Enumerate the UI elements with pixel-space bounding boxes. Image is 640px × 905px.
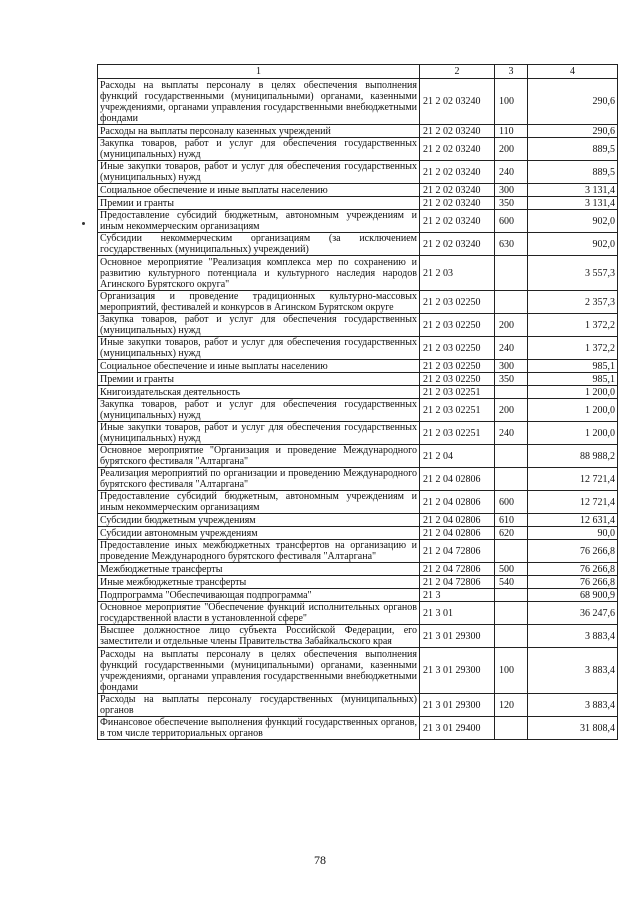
- row-code: 21 3 01 29400: [420, 717, 495, 740]
- row-kvr: 630: [495, 233, 528, 256]
- row-name: Подпрограмма "Обеспечивающая подпрограмма": [98, 589, 420, 602]
- table-row: [98, 233, 618, 256]
- budget-table-page: [97, 64, 617, 740]
- row-kvr: 600: [495, 491, 528, 514]
- table-row: [98, 527, 618, 540]
- row-kvr: 300: [495, 360, 528, 373]
- row-name: Иные закупки товаров, работ и услуг для обеспечения государственных (муниципальных) нужд: [98, 161, 420, 184]
- row-name: Основное мероприятие "Организация и проведение Международного бурятского фестиваля "Алтаргана": [98, 445, 420, 468]
- row-name: Предоставление субсидий бюджетным, автономным учреждениям и иным некоммерческим организациям: [98, 491, 420, 514]
- row-code: 21 2 02 03240: [420, 138, 495, 161]
- row-kvr: 240: [495, 161, 528, 184]
- table-row: [98, 576, 618, 589]
- row-name: Организация и проведение традиционных культурно-массовых мероприятий, фестивалей и конкурсов в Агинском Бурятском округе: [98, 291, 420, 314]
- row-kvr: [495, 386, 528, 399]
- row-amount: 985,1: [528, 373, 618, 386]
- row-amount: 889,5: [528, 138, 618, 161]
- row-name: Реализация мероприятий по организации и проведению Международного бурятского фестиваля "Алтаргана": [98, 468, 420, 491]
- row-kvr: 100: [495, 648, 528, 694]
- row-kvr: [495, 256, 528, 291]
- row-kvr: 110: [495, 125, 528, 138]
- table-row: [98, 445, 618, 468]
- row-name: Субсидии бюджетным учреждениям: [98, 514, 420, 527]
- row-kvr: 240: [495, 422, 528, 445]
- row-amount: 1 372,2: [528, 314, 618, 337]
- row-amount: 76 266,8: [528, 540, 618, 563]
- row-amount: 12 721,4: [528, 468, 618, 491]
- row-name: Высшее должностное лицо субъекта Российской Федерации, его заместители и отдельные члены Правительства Забайкальского края: [98, 625, 420, 648]
- table-row: [98, 625, 618, 648]
- row-name: Субсидии автономным учреждениям: [98, 527, 420, 540]
- row-code: 21 2 03 02250: [420, 360, 495, 373]
- row-amount: 88 988,2: [528, 445, 618, 468]
- header-col-amount: 4: [528, 65, 618, 79]
- scan-mark: [82, 222, 85, 225]
- row-code: 21 3 01: [420, 602, 495, 625]
- row-name: Иные межбюджетные трансферты: [98, 576, 420, 589]
- row-amount: 36 247,6: [528, 602, 618, 625]
- row-amount: 3 131,4: [528, 184, 618, 197]
- row-kvr: 350: [495, 373, 528, 386]
- row-name: Финансовое обеспечение выполнения функций государственных органов, в том числе территориальных органов: [98, 717, 420, 740]
- table-row: [98, 468, 618, 491]
- row-name: Расходы на выплаты персоналу государственных (муниципальных) органов: [98, 694, 420, 717]
- row-code: 21 2 04 02806: [420, 514, 495, 527]
- header-col-kvr: 3: [495, 65, 528, 79]
- row-kvr: 500: [495, 563, 528, 576]
- row-kvr: [495, 625, 528, 648]
- row-code: 21 3 01 29300: [420, 648, 495, 694]
- page-number: 78: [314, 853, 326, 867]
- row-code: 21 2 04 02806: [420, 468, 495, 491]
- row-code: 21 2 03 02250: [420, 373, 495, 386]
- row-code: 21 2 03 02250: [420, 314, 495, 337]
- row-name: Закупка товаров, работ и услуг для обеспечения государственных (муниципальных) нужд: [98, 399, 420, 422]
- table-row: [98, 210, 618, 233]
- row-amount: 3 883,4: [528, 694, 618, 717]
- row-kvr: [495, 291, 528, 314]
- row-kvr: [495, 589, 528, 602]
- row-code: 21 2 02 03240: [420, 125, 495, 138]
- row-name: Закупка товаров, работ и услуг для обеспечения государственных (муниципальных) нужд: [98, 138, 420, 161]
- row-code: 21 2 03 02250: [420, 337, 495, 360]
- row-name: Социальное обеспечение и иные выплаты населению: [98, 184, 420, 197]
- table-row: [98, 694, 618, 717]
- row-name: Расходы на выплаты персоналу в целях обеспечения выполнения функций государственными (муниципальными) органами, казенными учреждениями, органами управления государственными внебюджетными фондами: [98, 79, 420, 125]
- row-kvr: [495, 540, 528, 563]
- table-row: [98, 399, 618, 422]
- row-name: Иные закупки товаров, работ и услуг для обеспечения государственных (муниципальных) нужд: [98, 422, 420, 445]
- table-row: [98, 373, 618, 386]
- row-code: 21 2 04 72806: [420, 576, 495, 589]
- row-kvr: 350: [495, 197, 528, 210]
- row-code: 21 2 02 03240: [420, 79, 495, 125]
- row-amount: 76 266,8: [528, 563, 618, 576]
- row-amount: 3 557,3: [528, 256, 618, 291]
- table-row: [98, 138, 618, 161]
- table-row: [98, 360, 618, 373]
- table-row: [98, 514, 618, 527]
- row-code: 21 2 04 72806: [420, 540, 495, 563]
- row-amount: 31 808,4: [528, 717, 618, 740]
- row-kvr: 540: [495, 576, 528, 589]
- row-code: 21 2 02 03240: [420, 233, 495, 256]
- table-row: [98, 197, 618, 210]
- row-kvr: 300: [495, 184, 528, 197]
- row-name: Социальное обеспечение и иные выплаты населению: [98, 360, 420, 373]
- row-kvr: 200: [495, 399, 528, 422]
- row-name: Закупка товаров, работ и услуг для обеспечения государственных (муниципальных) нужд: [98, 314, 420, 337]
- row-amount: 12 721,4: [528, 491, 618, 514]
- row-name: Предоставление субсидий бюджетным, автономным учреждениям и иным некоммерческим организациям: [98, 210, 420, 233]
- row-amount: 902,0: [528, 210, 618, 233]
- table-row: [98, 648, 618, 694]
- row-name: Премии и гранты: [98, 373, 420, 386]
- row-kvr: 100: [495, 79, 528, 125]
- row-code: 21 2 02 03240: [420, 184, 495, 197]
- table-row: [98, 314, 618, 337]
- table-row: [98, 422, 618, 445]
- row-name: Премии и гранты: [98, 197, 420, 210]
- row-amount: 889,5: [528, 161, 618, 184]
- row-code: 21 2 04 02806: [420, 527, 495, 540]
- table-row: [98, 540, 618, 563]
- table-row: [98, 291, 618, 314]
- row-name: Основное мероприятие "Реализация комплекса мер по сохранению и развитию культурного потенциала и культурного наследия народов Агинского Бурятского округа": [98, 256, 420, 291]
- table-row: [98, 184, 618, 197]
- row-kvr: [495, 717, 528, 740]
- table-row: [98, 563, 618, 576]
- table-row: [98, 337, 618, 360]
- row-amount: 90,0: [528, 527, 618, 540]
- row-kvr: 240: [495, 337, 528, 360]
- table-row: [98, 602, 618, 625]
- table-row: [98, 125, 618, 138]
- row-code: 21 2 02 03240: [420, 197, 495, 210]
- row-code: 21 3 01 29300: [420, 694, 495, 717]
- row-code: 21 3 01 29300: [420, 625, 495, 648]
- row-kvr: 610: [495, 514, 528, 527]
- row-amount: 76 266,8: [528, 576, 618, 589]
- table-row: [98, 589, 618, 602]
- row-code: 21 2 03 02250: [420, 291, 495, 314]
- row-amount: 1 372,2: [528, 337, 618, 360]
- row-code: 21 2 03 02251: [420, 422, 495, 445]
- row-kvr: [495, 602, 528, 625]
- row-name: Расходы на выплаты персоналу казенных учреждений: [98, 125, 420, 138]
- row-amount: 290,6: [528, 79, 618, 125]
- row-code: 21 2 03 02251: [420, 399, 495, 422]
- row-amount: 1 200,0: [528, 399, 618, 422]
- row-code: 21 2 04: [420, 445, 495, 468]
- row-code: 21 2 03 02251: [420, 386, 495, 399]
- row-amount: 902,0: [528, 233, 618, 256]
- row-kvr: 200: [495, 138, 528, 161]
- row-kvr: 120: [495, 694, 528, 717]
- row-code: 21 2 04 72806: [420, 563, 495, 576]
- table-row: [98, 256, 618, 291]
- row-code: 21 3: [420, 589, 495, 602]
- table-row: [98, 491, 618, 514]
- row-amount: 985,1: [528, 360, 618, 373]
- budget-table: [97, 64, 618, 740]
- table-row: [98, 717, 618, 740]
- row-kvr: 200: [495, 314, 528, 337]
- row-code: 21 2 02 03240: [420, 210, 495, 233]
- row-name: Предоставление иных межбюджетных трансфертов на организацию и проведение Международного бурятского фестиваля "Алтаргана": [98, 540, 420, 563]
- row-amount: 3 883,4: [528, 648, 618, 694]
- row-kvr: 620: [495, 527, 528, 540]
- row-amount: 1 200,0: [528, 386, 618, 399]
- header-col-code: 2: [420, 65, 495, 79]
- row-kvr: [495, 445, 528, 468]
- row-name: Межбюджетные трансферты: [98, 563, 420, 576]
- row-name: Иные закупки товаров, работ и услуг для обеспечения государственных (муниципальных) нужд: [98, 337, 420, 360]
- row-amount: 3 131,4: [528, 197, 618, 210]
- row-name: Расходы на выплаты персоналу в целях обеспечения выполнения функций государственными (муниципальными) органами, казенными учреждениями, органами управления государственными внебюджетными фондами: [98, 648, 420, 694]
- table-row: [98, 79, 618, 125]
- header-col-name: 1: [98, 65, 420, 79]
- row-amount: 12 631,4: [528, 514, 618, 527]
- row-kvr: 600: [495, 210, 528, 233]
- row-name: Книгоиздательская деятельность: [98, 386, 420, 399]
- row-code: 21 2 03: [420, 256, 495, 291]
- table-row: [98, 386, 618, 399]
- row-amount: 2 357,3: [528, 291, 618, 314]
- row-amount: 3 883,4: [528, 625, 618, 648]
- row-amount: 1 200,0: [528, 422, 618, 445]
- row-name: Субсидии некоммерческим организациям (за исключением государственных (муниципальных) учреждений): [98, 233, 420, 256]
- row-code: 21 2 04 02806: [420, 491, 495, 514]
- header-row: [98, 65, 618, 79]
- table-row: [98, 161, 618, 184]
- row-code: 21 2 02 03240: [420, 161, 495, 184]
- row-amount: 290,6: [528, 125, 618, 138]
- row-name: Основное мероприятие "Обеспечение функций исполнительных органов государственной власти в установленной сфере": [98, 602, 420, 625]
- row-amount: 68 900,9: [528, 589, 618, 602]
- row-kvr: [495, 468, 528, 491]
